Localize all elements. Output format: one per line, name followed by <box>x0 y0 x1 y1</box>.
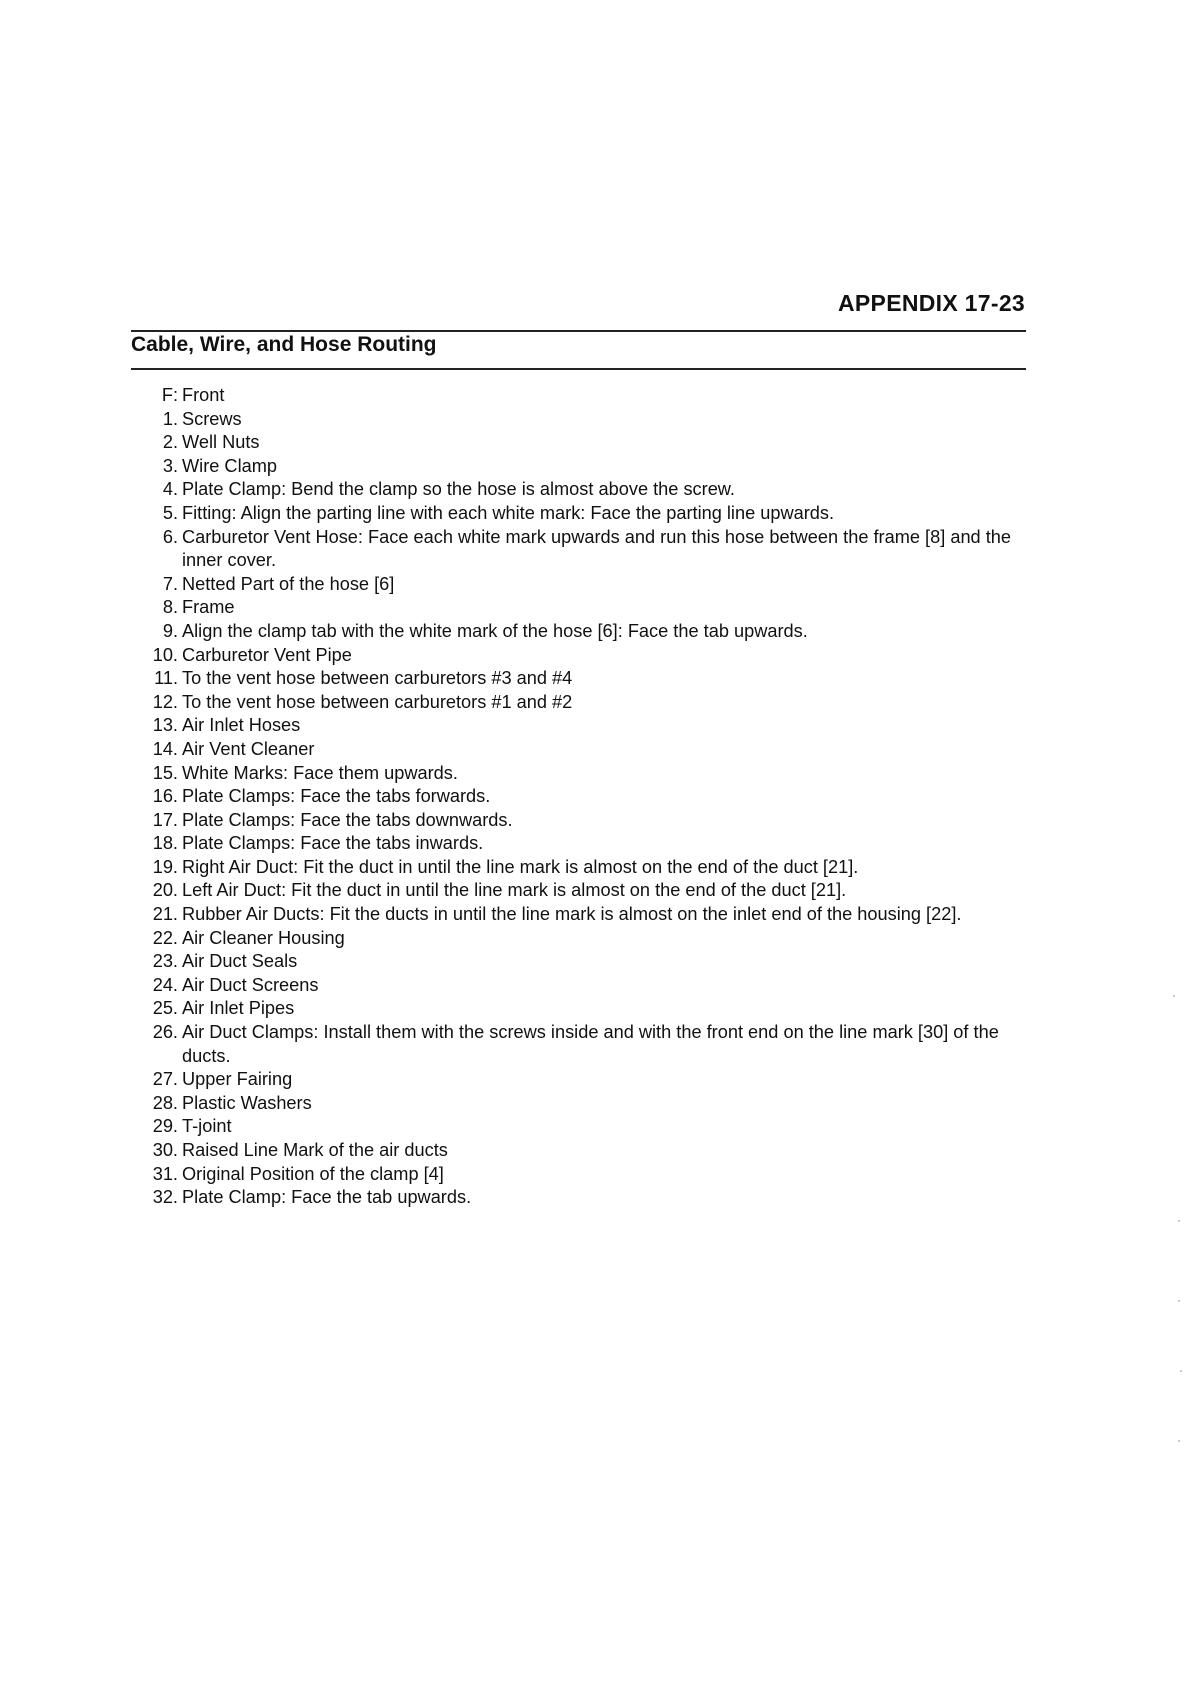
legend-item <box>140 879 1040 903</box>
legend-item-number: 20. <box>152 880 178 901</box>
legend-item-number: 14. <box>152 738 178 759</box>
legend-item <box>140 1139 1040 1163</box>
scan-speck <box>1178 1300 1180 1302</box>
legend-item-number: 28. <box>152 1092 178 1113</box>
legend-item-text: Plate Clamp: Face the tab upwards. <box>182 1187 472 1208</box>
legend-item <box>140 478 1040 502</box>
legend-item <box>140 997 1040 1021</box>
legend-item-number: 7. <box>162 573 178 594</box>
legend-item-number: 21. <box>152 904 178 925</box>
legend-item-number: 12. <box>152 691 178 712</box>
legend-item-text: Air Duct Clamps: Install them with the screws inside and with the front end on the line mark [30] of the ducts. <box>182 1022 999 1066</box>
legend-item <box>140 1021 1040 1068</box>
legend-item-number: F: <box>161 385 178 405</box>
legend-item-number: 23. <box>152 951 178 972</box>
legend-item-text: Align the clamp tab with the white mark of the hose [6]: Face the tab upwards. <box>182 620 808 641</box>
legend-item-number: 19. <box>152 856 178 877</box>
legend-item <box>140 1186 1040 1210</box>
legend-item-text: Carburetor Vent Pipe <box>182 644 352 665</box>
legend-item-text: Netted Part of the hose [6] <box>182 573 395 594</box>
legend-item-number: 25. <box>152 998 178 1019</box>
legend-item-number: 17. <box>152 809 178 830</box>
legend-item <box>140 1163 1040 1187</box>
legend-item-text: Upper Fairing <box>182 1069 293 1090</box>
legend-item <box>140 596 1040 620</box>
legend-item-number: 24. <box>152 974 178 995</box>
legend-item-text: Fitting: Align the parting line with each white mark: Face the parting line upwards. <box>182 502 835 523</box>
legend-item-number: 32. <box>152 1187 178 1208</box>
legend-item-text: Plate Clamps: Face the tabs inwards. <box>182 833 484 854</box>
legend-item-text: Well Nuts <box>182 432 260 453</box>
legend-item-text: Raised Line Mark of the air ducts <box>182 1140 448 1160</box>
legend-item <box>140 431 1040 455</box>
legend-item-text: Air Cleaner Housing <box>182 927 345 948</box>
section-title: Cable, Wire, and Hose Routing <box>131 333 437 356</box>
legend-item <box>140 408 1040 432</box>
legend-item <box>140 903 1040 927</box>
legend-item-text: Frame <box>182 597 235 618</box>
legend-item-number: 29. <box>152 1116 178 1137</box>
legend-item-text: Left Air Duct: Fit the duct in until the line mark is almost on the end of the duct [21]. <box>182 880 847 901</box>
legend-item-number: 11. <box>154 668 178 689</box>
legend-item <box>140 974 1040 998</box>
legend-item-text: Air Duct Seals <box>182 951 298 972</box>
scan-speck <box>1178 1440 1180 1442</box>
legend-item-number: 31. <box>152 1163 178 1184</box>
header-divider-top <box>131 330 1026 332</box>
legend-item-text: Plastic Washers <box>182 1092 312 1113</box>
legend-item-number: 27. <box>152 1069 178 1090</box>
legend-item-text: White Marks: Face them upwards. <box>182 762 458 783</box>
legend-item <box>140 856 1040 880</box>
scan-speck <box>1178 1220 1180 1222</box>
legend-item-number: 6. <box>162 526 178 547</box>
legend-item-number: 1. <box>162 408 178 429</box>
legend-item-number: 15. <box>152 762 178 783</box>
legend-item-number: 26. <box>152 1022 178 1043</box>
legend-item <box>140 667 1040 691</box>
legend-item-number: 2. <box>162 432 178 453</box>
legend-item <box>140 785 1040 809</box>
legend-item <box>140 950 1040 974</box>
legend-item-text: Air Vent Cleaner <box>182 738 315 759</box>
legend-item-text: Screws <box>182 408 242 429</box>
legend-item <box>140 526 1040 573</box>
legend-item-text: Air Duct Screens <box>182 974 319 995</box>
header-divider-bottom <box>131 368 1026 370</box>
legend-item-text: Air Inlet Pipes <box>182 998 295 1019</box>
legend-item <box>140 832 1040 856</box>
legend-item <box>140 455 1040 479</box>
legend-item <box>140 714 1040 738</box>
legend-item <box>140 691 1040 715</box>
page-header: APPENDIX 17-23 <box>838 290 1025 316</box>
legend-item-text: T-joint <box>182 1116 232 1137</box>
legend-item-text: Wire Clamp <box>182 455 277 476</box>
scan-speck <box>1180 1370 1182 1372</box>
legend-item-text: Air Inlet Hoses <box>182 715 301 736</box>
legend-item <box>140 809 1040 833</box>
legend-item <box>140 502 1040 526</box>
legend-item-number: 22. <box>152 927 178 948</box>
legend-item <box>140 1092 1040 1116</box>
legend-item-number: 5. <box>162 502 178 523</box>
legend-item-number: 4. <box>162 479 178 500</box>
legend-item-text: Right Air Duct: Fit the duct in until the line mark is almost on the end of the duct [21]. <box>182 856 859 877</box>
legend-list <box>140 384 1040 1210</box>
legend-item <box>140 927 1040 951</box>
legend-item <box>140 384 1040 408</box>
legend-item <box>140 620 1040 644</box>
legend-item-text: Front <box>182 385 225 405</box>
legend-item-text: Carburetor Vent Hose: Face each white mark upwards and run this hose between the frame [8] and the inner cover. <box>182 526 1012 571</box>
legend-item <box>140 573 1040 597</box>
legend-item <box>140 644 1040 668</box>
legend-item-text: Plate Clamps: Face the tabs forwards. <box>182 786 491 807</box>
legend-item-number: 13. <box>152 715 178 736</box>
legend-item-number: 30. <box>152 1140 178 1160</box>
legend-item-text: Plate Clamps: Face the tabs downwards. <box>182 809 513 830</box>
legend-item-text: To the vent hose between carburetors #3 and #4 <box>182 668 573 689</box>
legend-item-number: 16. <box>152 786 178 807</box>
legend-item-number: 3. <box>162 455 178 476</box>
legend-item-number: 10. <box>152 644 178 665</box>
legend-item-number: 18. <box>152 833 178 854</box>
legend-item-text: Original Position of the clamp [4] <box>182 1163 444 1184</box>
legend-item <box>140 738 1040 762</box>
legend-item-text: Plate Clamp: Bend the clamp so the hose is almost above the screw. <box>182 479 735 500</box>
legend-item-text: To the vent hose between carburetors #1 and #2 <box>182 691 573 712</box>
legend-item-number: 9. <box>162 620 178 641</box>
legend-item <box>140 1115 1040 1139</box>
scan-speck <box>1173 995 1175 997</box>
legend-item <box>140 1068 1040 1092</box>
legend-item-number: 8. <box>162 597 178 618</box>
legend-item-text: Rubber Air Ducts: Fit the ducts in until the line mark is almost on the inlet end of the housing [22]. <box>182 904 962 925</box>
legend-item <box>140 762 1040 786</box>
